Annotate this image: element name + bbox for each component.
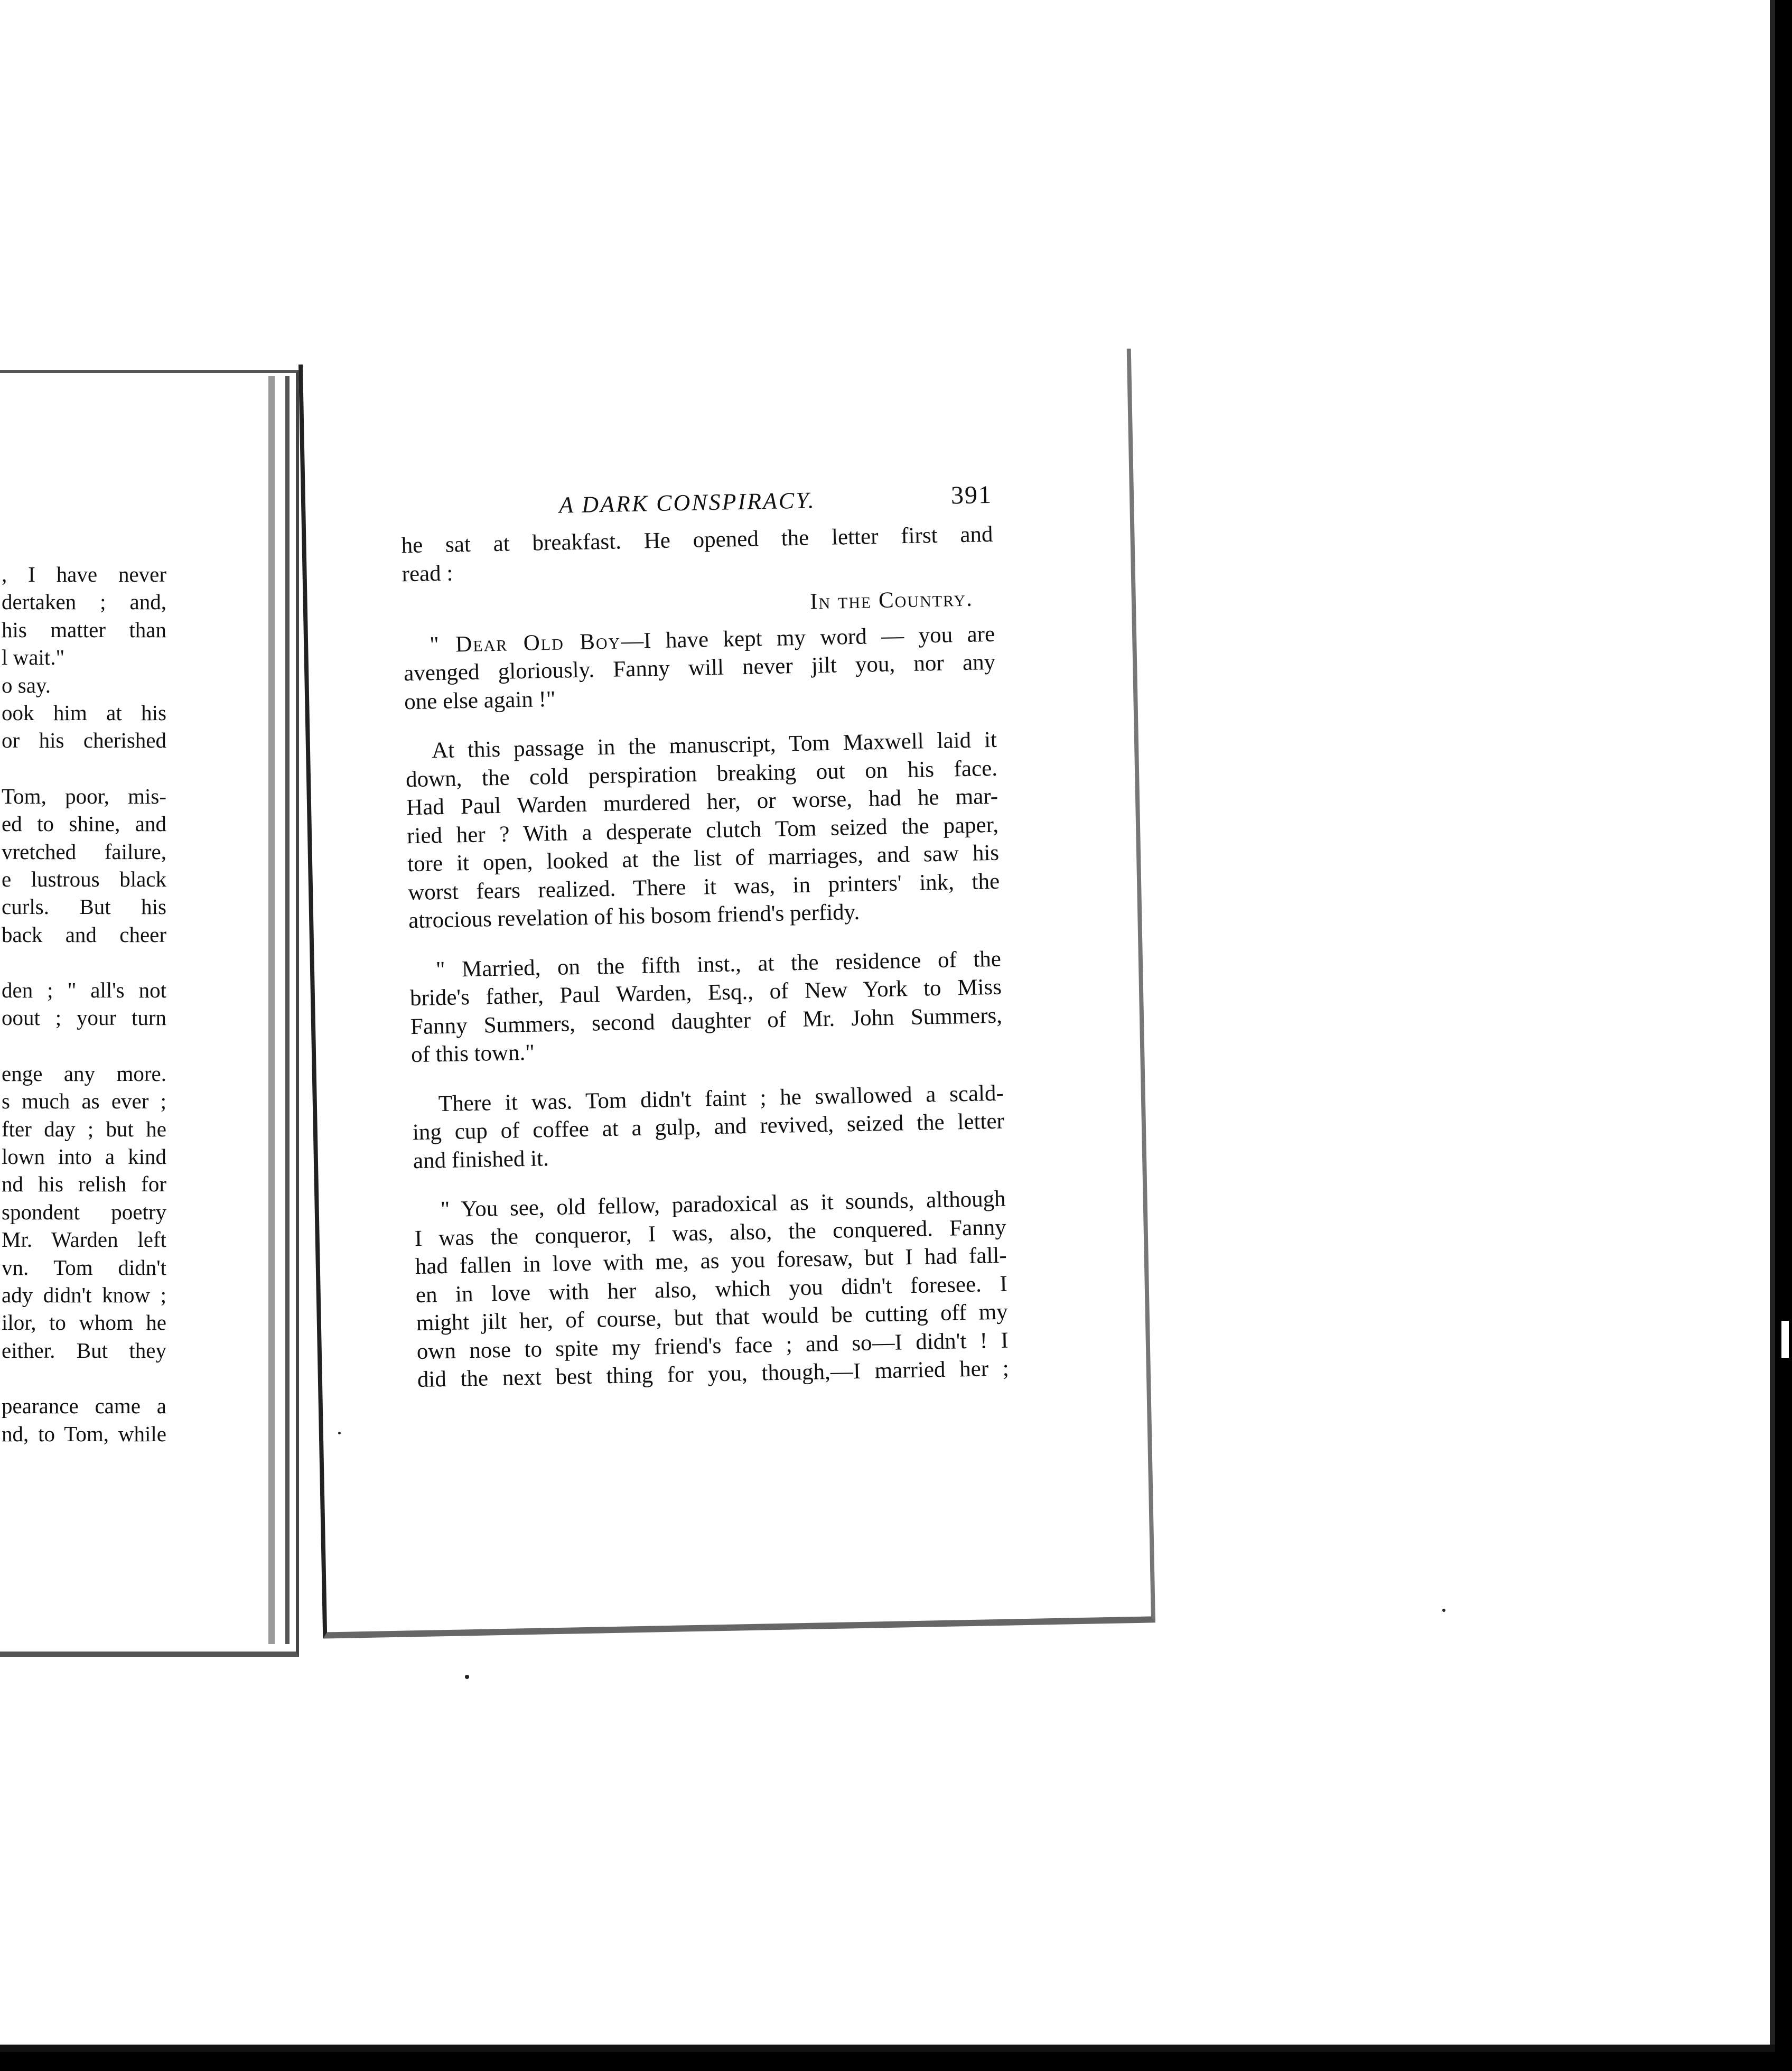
paragraph-marriage-notice [409, 945, 1003, 1069]
right-page [298, 349, 1155, 1639]
left-text-line: vretched failure, [2, 839, 166, 864]
left-text-line: his matter than [2, 617, 166, 642]
book-gutter-shadow [268, 376, 275, 1644]
text-line: tore it open, looked at the list of marriages, and saw his [407, 840, 1000, 877]
left-text-line: e lustrous black [2, 866, 166, 891]
left-text-line: enge any more. [2, 1061, 166, 1086]
paragraph-gap [2, 1032, 166, 1060]
left-text-line: , I have never [2, 562, 166, 586]
letter-dateline: In the Country. [809, 586, 974, 614]
text-line: bride's father, Paul Warden, Esq., of New York to Miss [409, 974, 1002, 1011]
text-line: might jilt her, of course, but that would be cutting off my [416, 1299, 1009, 1336]
paragraph-gap [2, 1364, 166, 1392]
left-page [0, 370, 299, 1657]
salutation-rest: —I have kept my word — you are [620, 621, 995, 654]
left-text-line: back and cheer [2, 922, 166, 947]
text-line: and finished it. [413, 1145, 549, 1173]
left-text-line: dertaken ; and, [2, 590, 166, 614]
text-line: Fanny Summers, second daughter of Mr. John Summers, [410, 1003, 1003, 1039]
text-line: " Married, on the fifth inst., at the residence of the [435, 946, 1002, 982]
left-text-line: fter day ; but he [2, 1116, 166, 1141]
running-title: A DARK CONSPIRACY. [558, 487, 816, 518]
left-text-line: ilor, to whom he [2, 1310, 166, 1335]
text-line: one else again !" [404, 686, 556, 714]
text-line: en in love with her also, which you didn't foresee. I [415, 1271, 1008, 1308]
text-line: I was the conqueror, I was, also, the conquered. Fanny [414, 1215, 1007, 1251]
left-text-line: ady didn't know ; [2, 1282, 166, 1307]
text-line: worst fears realized. There it was, in printers' ink, the [407, 869, 1000, 905]
left-text-line: l wait." [2, 645, 65, 670]
text-line: There it was. Tom didn't faint ; he swallowed a scald- [438, 1080, 1004, 1116]
left-text-line: or his cherished [2, 728, 166, 753]
left-text-line: den ; " all's not [2, 978, 166, 1003]
text-line: down, the cold perspiration breaking out on his face. [405, 755, 998, 792]
text-line: own nose to spite my friend's face ; and so—I didn't ! I [416, 1328, 1009, 1364]
left-text-line: ed to shine, and [2, 811, 166, 836]
left-text-line: ook him at his [2, 700, 166, 725]
scan-edge-bottom [0, 2045, 1775, 2052]
text-line: avenged gloriously. Fanny will never jilt you, nor any [403, 649, 996, 686]
text-line: read : [402, 560, 453, 586]
page-content [400, 480, 1010, 1394]
left-text-line: o say. [2, 673, 51, 697]
text-line: atrocious revelation of his bosom friend's perfidy. [408, 899, 860, 934]
book-gutter-edge [285, 376, 290, 1644]
paragraph-reaction [412, 1079, 1005, 1175]
dust-speck [338, 1432, 341, 1434]
left-text-line: nd, to Tom, while [2, 1421, 166, 1446]
paragraph-letter-continued [414, 1185, 1009, 1394]
text-line: ried her ? With a desperate clutch Tom seized the paper, [406, 812, 999, 848]
text-line: Had Paul Warden murdered her, or worse, had he mar- [406, 783, 998, 820]
left-text-line: spondent poetry [2, 1199, 166, 1224]
salutation: " Dear Old Boy [429, 628, 621, 657]
text-line: of this town." [410, 1040, 535, 1068]
page-number: 391 [950, 480, 993, 510]
paragraph-manuscript [405, 726, 1001, 935]
letter-opening [403, 620, 996, 716]
left-page-text [2, 561, 166, 1448]
left-text-line: pearance came a [2, 1394, 166, 1419]
scan-mark [1781, 1321, 1789, 1358]
left-text-line: either. But they [2, 1338, 166, 1363]
left-text-line: nd his relish for [2, 1172, 166, 1197]
left-text-line: Tom, poor, mis- [2, 783, 166, 808]
left-text-line: curls. But his [2, 894, 166, 919]
text-line: did the next best thing for you, though,—I married her ; [417, 1356, 1010, 1393]
body-text [401, 520, 1009, 1394]
dust-speck [465, 1675, 469, 1679]
text-line: " You see, old fellow, paradoxical as it sounds, although [440, 1186, 1006, 1223]
paragraph-gap [2, 948, 166, 976]
left-text-line: lown into a kind [2, 1144, 166, 1169]
text-line: At this passage in the manuscript, Tom Maxwell laid it [431, 727, 997, 763]
text-line: he sat at breakfast. He opened the letter first and [401, 521, 993, 558]
paragraph-gap [2, 754, 166, 782]
left-text-line: oout ; your turn [2, 1005, 166, 1030]
text-line: had fallen in love with me, as you foresaw, but I had fall- [415, 1243, 1007, 1280]
left-text-line: s much as ever ; [2, 1089, 166, 1114]
dust-speck [1442, 1609, 1445, 1612]
text-line: ing cup of coffee at a gulp, and revived, seized the letter [412, 1108, 1005, 1145]
left-text-line: vn. Tom didn't [2, 1255, 166, 1280]
left-text-line: Mr. Warden left [2, 1227, 166, 1252]
scan-edge-right [1770, 0, 1775, 2045]
